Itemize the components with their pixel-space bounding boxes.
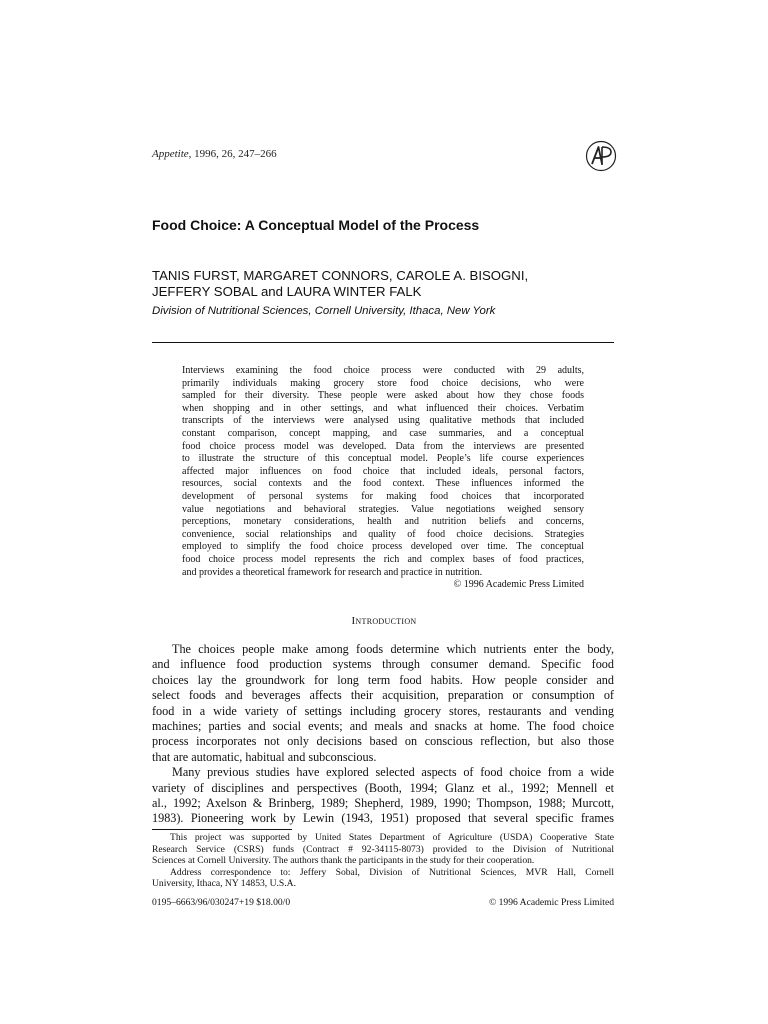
- article-title: Food Choice: A Conceptual Model of the Process: [152, 217, 480, 233]
- footnote-divider: [152, 829, 292, 830]
- footnote-line: Research Service (CSRS) funds (Contract # 92-34115-8073) provided to the Division of Nutritional: [152, 843, 614, 855]
- abstract-line: development of personal systems for making food choices that incorporated: [182, 490, 584, 502]
- header-divider: [152, 342, 614, 343]
- journal-name: Appetite: [152, 148, 189, 160]
- abstract-line: convenience, social relationships and quality of food choice decisions. Strategies: [182, 528, 584, 540]
- section-heading-text: Introduction: [351, 615, 417, 627]
- section-heading-introduction: [0, 615, 768, 627]
- abstract-line: constant comparison, concept mapping, and case summaries, and a conceptual: [182, 427, 584, 439]
- abstract-line: perceptions, monetary considerations, health and nutrition beliefs and concerns,: [182, 516, 584, 528]
- abstract-line: primarily individuals making grocery store food choice decisions, who were: [182, 377, 584, 389]
- body-line: Many previous studies have explored selected aspects of food choice from a wide: [172, 765, 614, 780]
- footer-copyright: © 1996 Academic Press Limited: [488, 897, 614, 908]
- body-line: choices lay the groundwork for long term food habits. How people consider and: [152, 672, 614, 687]
- body-line: select foods and beverages affects their acquisition, preparation or consumption of: [152, 688, 614, 703]
- abstract-line: food choice process model represents the rich and complex bases of food practices,: [182, 553, 584, 565]
- footnote-line: Address correspondence to: Jeffery Sobal, Division of Nutritional Sciences, MVR Hall, Cornell: [170, 866, 614, 878]
- body-line: machines; parties and social events; and meals and snacks at home. The food choice: [152, 718, 614, 733]
- abstract: [182, 365, 584, 592]
- authors-line: JEFFERY SOBAL and LAURA WINTER FALK: [152, 284, 422, 299]
- body-line: The choices people make among foods determine which nutrients enter the body,: [172, 642, 614, 656]
- body-line: variety of disciplines and perspectives (Booth, 1994; Glanz et al., 1992; Mennell et: [152, 780, 614, 795]
- abstract-line: to illustrate the structure of this conceptual model. People’s life course experiences: [182, 453, 584, 465]
- body-line: process incorporates not only decisions based on conscious reflection, but also those: [152, 734, 614, 749]
- body-line: food in a wide variety of settings including grocery stores, restaurants and vending: [152, 703, 614, 718]
- issn-code: 0195–6663/96/030247+19 $18.00/0: [152, 897, 291, 908]
- abstract-line: food choice process model was developed. Data from the interviews are presented: [182, 440, 584, 452]
- abstract-line: sampled for their diversity. These people were asked about how they chose foods: [182, 390, 584, 402]
- author-list: [152, 268, 612, 300]
- abstract-line: and provides a theoretical framework for research and practice in nutrition.: [182, 566, 483, 578]
- body-line: and influence food production systems through consumer demand. Specific food: [152, 657, 614, 672]
- footnote-line: This project was supported by United States Department of Agriculture (USDA) Cooperative State: [170, 832, 614, 843]
- journal-citation: [152, 148, 277, 160]
- abstract-line: employed to simplify the food choice process developed over time. The conceptual: [182, 541, 584, 553]
- abstract-line: Interviews examining the food choice process were conducted with 29 adults,: [182, 365, 584, 376]
- abstract-line: when shopping and in other settings, and what influenced their choices. Verbatim: [182, 402, 584, 414]
- introduction-body: [152, 642, 614, 827]
- publisher-logo-icon: [585, 140, 617, 172]
- body-line: 1983). Pioneering work by Lewin (1943, 1951) proposed that several specific frames: [152, 811, 614, 826]
- abstract-copyright: © 1996 Academic Press Limited: [453, 579, 584, 591]
- journal-details: , 1996, 26, 247–266: [188, 148, 277, 160]
- body-line: that are automatic, habitual and subconscious.: [152, 749, 377, 764]
- abstract-line: affected major influences on food choice that included ideals, personal factors,: [182, 465, 584, 477]
- authors-line: TANIS FURST, MARGARET CONNORS, CAROLE A. BISOGNI,: [152, 268, 529, 283]
- abstract-line: value negotiations and behavioral strategies. Value negotiations weighed sensory: [182, 503, 584, 515]
- abstract-line: resources, social contexts and the food context. These influences informed the: [182, 478, 584, 490]
- abstract-line: transcripts of the interviews were analysed using qualitative methods that included: [182, 415, 584, 427]
- footnote-line: Sciences at Cornell University. The authors thank the participants in the study for their cooperation.: [152, 855, 535, 867]
- author-affiliation: Division of Nutritional Sciences, Cornell University, Ithaca, New York: [152, 305, 496, 317]
- footnote-line: University, Ithaca, NY 14853, U.S.A.: [152, 878, 296, 890]
- body-line: al., 1992; Axelson & Brinberg, 1989; Shepherd, 1989, 1990; Thompson, 1988; Murcott,: [152, 795, 614, 810]
- footnotes: [152, 832, 614, 890]
